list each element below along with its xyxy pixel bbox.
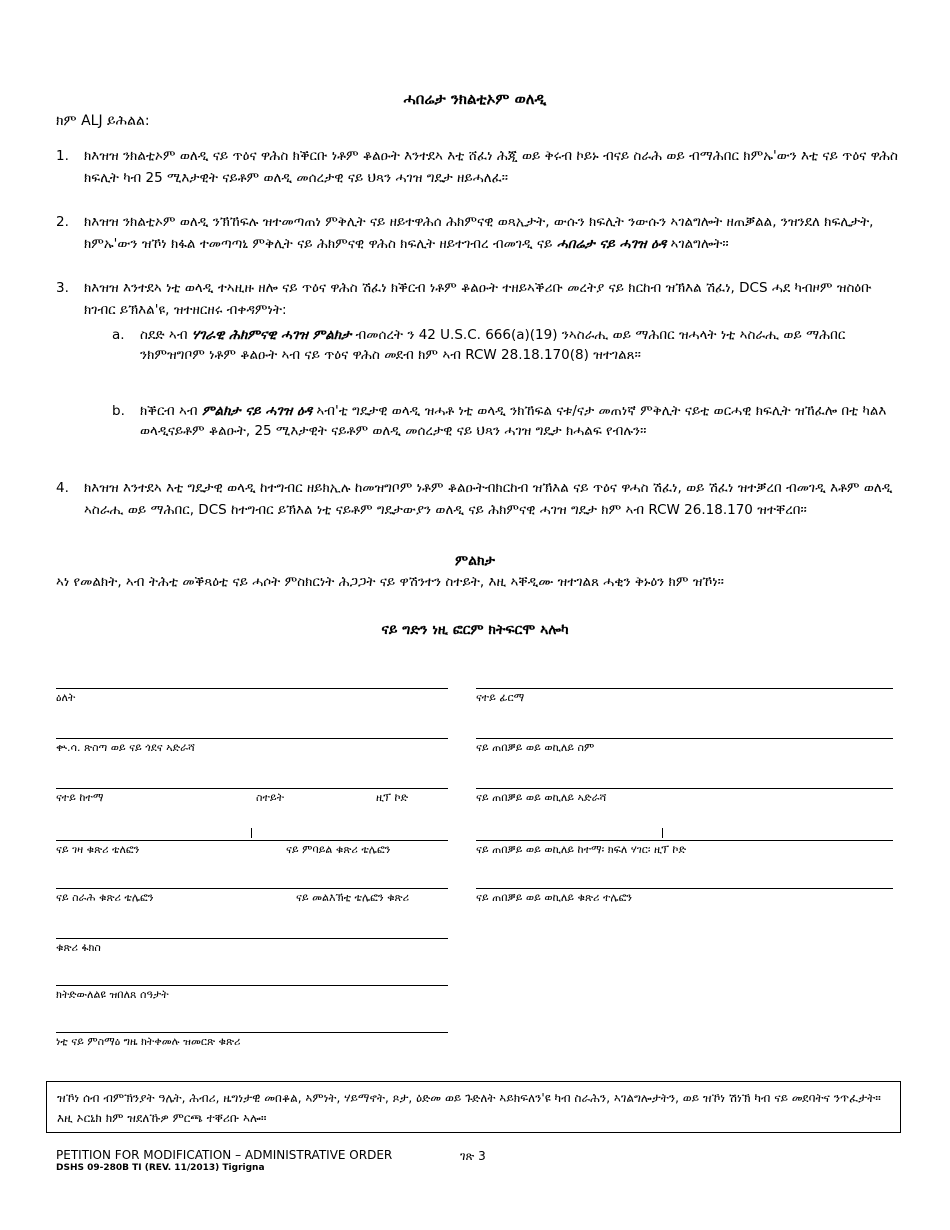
field-divider [662, 828, 663, 838]
item-text: ክእዝዝ ንክልቲኦም ወለዲ ናይ ጥዕና ዋሕስ ክቕርቡ ነቶም ቆልዑት እንተደኣ እቲ ሸፈነ ሕጂ ወይ ቅሩብ ኮይኑ ብናይ ስራሕ ወይ ብማሕበር ክምኡ'ውን እቲ ናይ ጥዕና ዋሕስ ክፍሊት ካብ 25 ሚእታዊት ናይቶም ወለዲ መሰረታዊ ናይ ህጻን ሓገዝ ግዴታ ዘይሓለፈ። [84, 148, 898, 186]
zip-label: ዚፕ ኮድ [376, 791, 409, 804]
sub-item-pre: ስደድ ኣብ [140, 327, 188, 343]
certification-text: ኣነ የመልክት, ኣብ ትሕቲ መቕጻዕቲ ናይ ሓሶት ምስክርነት ሕጋጋት ናይ ዋሽንተን ስተይት, እዚ ኣቐዲሙ ዝተገልጸ ሓቂን ቅኑዕን ክም ዝኾነ። [56, 574, 724, 590]
item-text-emphasis: ሓበሬታ ናይ ሓገዝ ዕዳ [556, 236, 667, 252]
item-text-tail: ኣገልግሎት። [670, 236, 729, 252]
attorney-address-label: ናይ ጠበቓይ ወይ ወኪለይ ኣድራሻ [476, 791, 607, 804]
sub-item-b [112, 401, 902, 441]
attorney-phone-line[interactable] [476, 888, 893, 889]
item-text [84, 211, 901, 255]
home-phone-label: ናይ ገዛ ቁጽሪ ቴለፎን [56, 843, 140, 856]
signature-label: ናተይ ፊርማ [476, 691, 525, 704]
page-number: ገጽ 3 [460, 1149, 486, 1163]
item-number: 2. [56, 214, 69, 230]
signature-line[interactable] [476, 688, 893, 689]
date-label: ዕለት [56, 691, 76, 704]
sub-item-letter: a. [112, 327, 125, 343]
nondiscrimination-notice: ዝኾነ ሰብ ብምኽንያት ዓሌት, ሕብሪ, ዜግነታዊ መበቆል, ኣምነት, ሃይማኖት, ጾታ, ዕድመ ወይ ጉድለት ኣይክፍለን'ዩ ካብ ስራሕን, ኣገልግሎታትን, ወይ ዝኾነ ሽነኽ ካብ ናይ መደባትና ንጥፈታት። እዚ ኦርኒክ ክም ዝደለኹዎ ምርጫ ተቐሪቡ ኣሎ። [46, 1081, 901, 1133]
attorney-name-line[interactable] [476, 738, 893, 739]
contact-number-label: ነቲ ናይ ምስማዕ ግዜ ክትቀመሉ ዝመርጽ ቁጽሪ [56, 1035, 241, 1048]
city-state-zip-line[interactable] [56, 788, 448, 789]
item-text: ክእዝዝ እንተደኣ እቲ ግዴታዊ ወላዲ ከተግብር ዘይክኢሉ ከመዝግቦም ነቶም ቆልዑትብክርከብ ዝኽእል ናይ ጥዕና ዋሓስ ሽፈነ, ወይ ሽፈነ ዝተቓረበ ብመገዲ እቶም ወለዲ ኣስራሒ ወይ ማሕበር, DCS ከተግብር ይኽእል ነቲ ናይቶም ግዴታውያን ወለዲ ናይ ሕክምናዊ ሓገዝ ግዴታ ክም ኣብ RCW 26.18.170 ዝተቐረበ። [84, 480, 893, 518]
item-number: 3. [56, 280, 69, 296]
cell-phone-label: ናይ መልእኽቲ ቴሌፎን ቁጽሪ [296, 891, 410, 904]
attorney-city-line[interactable] [476, 840, 893, 841]
sub-item-emphasis: ሃገራዊ ሕክምናዊ ሓገዝ ምልክታ [191, 327, 352, 343]
item-text-body: ክእዝዝ ንክልቲኦም ወለዲ ንኽኸፍሉ ዝተመጣጠነ ምቅሊት ናይ ዘይተዋሕሰ ሕክምናዊ ወጻኢታት, ውሱን ክፍሊት ንውሱን ኣገልግሎት ዘጠቓልል, ንዝንደለ ክፍሊታት, ክምኡ'ውን ዝኾነ ክፋል ተመጣጣኒ ምቅሊት ናይ ሕክምናዊ ዋሕስ ክፍሊት ዘይተገብረ ብመገዲ ናይ [84, 214, 874, 252]
sub-item-a [112, 325, 902, 365]
best-time-label: ክትድውለልዩ ዝበለጸ ሰዓታት [56, 988, 169, 1001]
sub-item-pre: ክቕርብ ኣብ [140, 403, 198, 419]
sub-item-text [140, 401, 902, 441]
sub-item-emphasis: ምልክታ ናይ ሓገዝ ዕዳ [201, 403, 313, 419]
list-item-3 [56, 277, 901, 321]
list-item-4 [56, 477, 901, 521]
work-phone-line[interactable] [56, 888, 448, 889]
sign-heading: ናይ ግድን ነዚ ፎርም ክትፍርሞ ኣሎካ [381, 622, 569, 638]
work-phone-label: ናይ ስራሕ ቁጽሪ ቴሌፎን [56, 891, 154, 904]
certification-heading: ምልክታ [455, 553, 495, 569]
attorney-phone-label: ናይ ጠበቓይ ወይ ወኪለይ ቁጽሪ ተሌፎን [476, 891, 633, 904]
attorney-city-label: ናይ ጠበቓይ ወይ ወኪለይ ከተማ፡ ክፍለ ሃገር፡ ዚፕ ኮድ [476, 843, 687, 856]
date-line[interactable] [56, 688, 448, 689]
city-label: ናተይ ከተማ [56, 791, 104, 804]
page-title: ሓበሬታ ንክልቲኦም ወለዲ [403, 90, 547, 108]
phone-line[interactable] [56, 840, 448, 841]
salutation: ክም ALJ ይሕልል: [56, 113, 150, 129]
fax-label: ቁጽሪ ፋክስ [56, 941, 101, 954]
footer-form-title: PETITION FOR MODIFICATION – ADMINISTRATIVE ORDER [56, 1148, 393, 1162]
sub-item-body: ኣብ'ቲ ግዴታዊ ወላዲ ዝሓቶ ነቲ ወላዲ ንክኸፍል ናቱ/ናታ መጠነኛ ምቅሊት ናይቲ ወርሓዊ ክፍሊት ዝኸፈሎ በቲ ካልእ ወላዲናይቶም ቆልዑት, 25 ሚእታዊት ናይቶም ወለዲ መሰረታዊ ናይ ህጻን ሓገዝ ግዴታ ክሓልፍ የብሉን። [140, 403, 887, 439]
item-number: 1. [56, 148, 69, 164]
item-text: ክእዝዝ እንተደኣ ነቲ ወላዲ ተኣዚዙ ዘሎ ናይ ጥዕና ዋሕስ ሽፈነ ክቕርብ ነቶም ቆልዑት ተዘይኣቕሪቡ መረትያ ናይ ክርከብ ዝኽእል ሽፈነ, DCS ሓደ ካብዞም ዝስዕቡ ክገብር ይኽእል'ዩ, ዝተዘርዘሩ ብቀዳምነት: [84, 280, 872, 318]
footer-form-code: DSHS 09-280B TI (REV. 11/2013) Tigrigna [56, 1163, 265, 1173]
attorney-address-line[interactable] [476, 788, 893, 789]
attorney-name-label: ናይ ጠበቓይ ወይ ወኪለይ ስም [476, 741, 595, 754]
field-divider [251, 828, 252, 838]
fax-line[interactable] [56, 938, 448, 939]
list-item-2 [56, 211, 901, 255]
state-label: ስተይት [256, 791, 285, 804]
best-time-line[interactable] [56, 985, 448, 986]
item-number: 4. [56, 480, 69, 496]
contact-number-line[interactable] [56, 1032, 448, 1033]
address-line[interactable] [56, 738, 448, 739]
list-item-1 [56, 145, 901, 189]
sub-item-letter: b. [112, 403, 125, 419]
sub-item-text [140, 325, 902, 365]
address-label: ቊ.ሳ. ጽስጣ ወይ ናይ ጎደና ኣድራሻ [56, 741, 195, 754]
sub-item-body: ብመሰረት ን 42 U.S.C. 666(a)(19) ንኣስራሒ ወይ ማሕበር ዝሓላት ነቲ ኣስራሒ ወይ ማሕበር ንክምዝግቦም ነቶም ቆልዑት ኣብ ናይ ጥዕና ዋሕስ መደብ ክም ኣብ RCW 28.18.170(8) ዝተገልጸ። [140, 327, 846, 363]
message-phone-label: ናይ ምባይል ቁጽሪ ቴሌፎን [286, 843, 391, 856]
